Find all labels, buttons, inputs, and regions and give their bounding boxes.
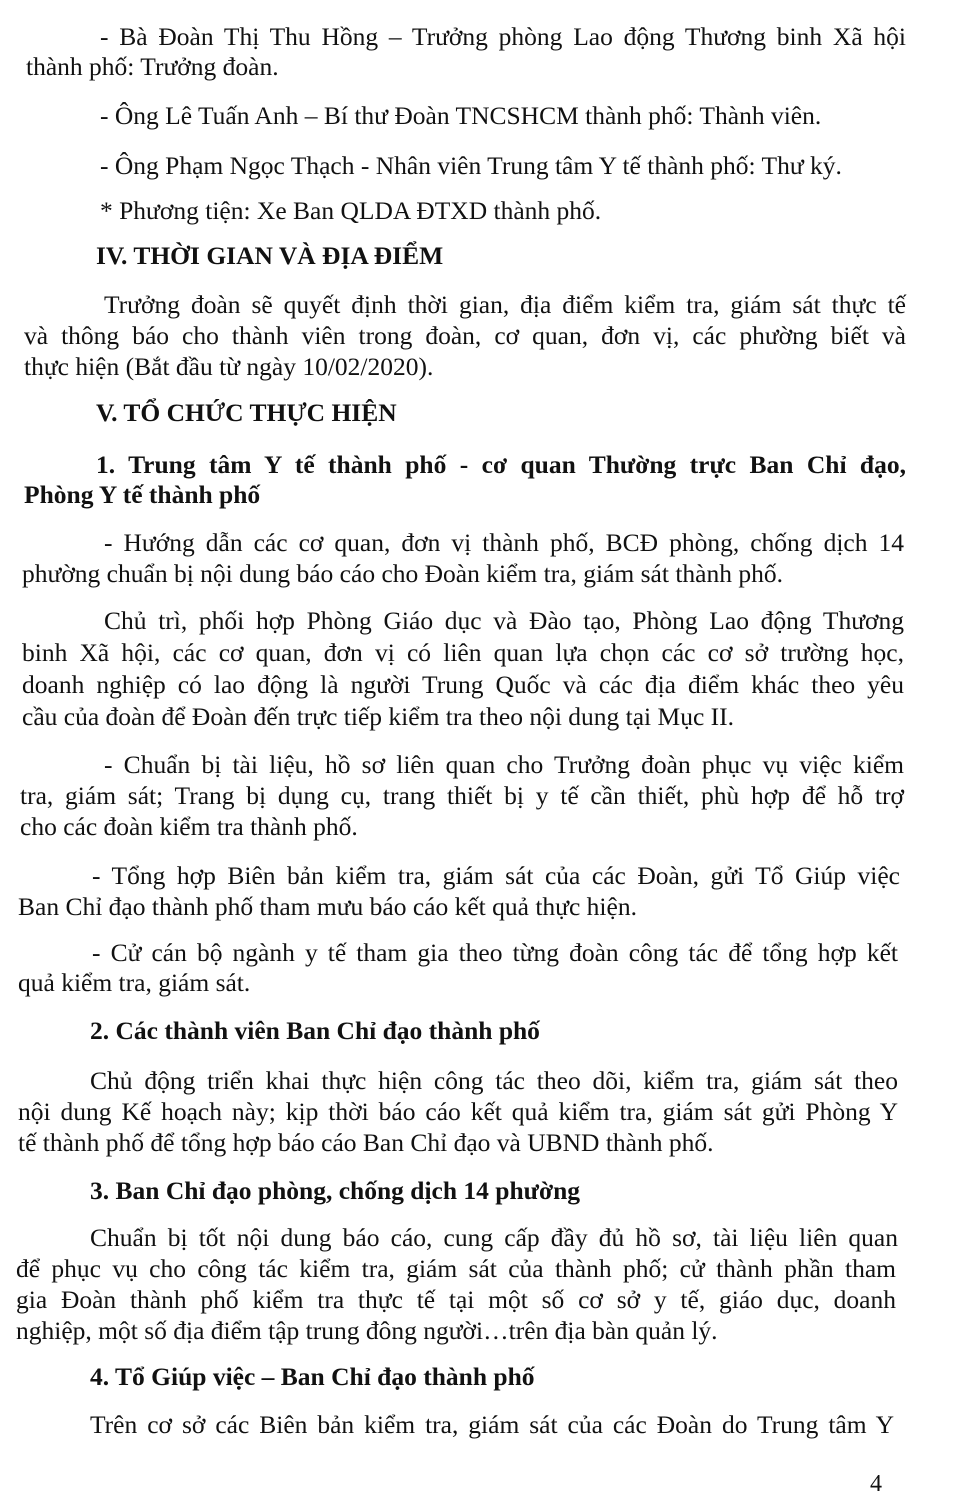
section-4-line-3: thực hiện (Bắt đầu từ ngày 10/02/2020). bbox=[24, 352, 434, 381]
sub-1-p2-line-2: binh Xã hội, các cơ quan, đơn vị có liên quan lựa chọn các cơ sở trường học, bbox=[22, 638, 904, 667]
sub-1-heading-line-2: Phòng Y tế thành phố bbox=[24, 480, 261, 509]
sub-1-p1-line-2: phường chuẩn bị nội dung báo cáo cho Đoàn kiểm tra, giám sát thành phố. bbox=[22, 559, 783, 588]
sub-4-line-1: Trên cơ sở các Biên bản kiểm tra, giám sát của các Đoàn do Trung tâm Y bbox=[90, 1410, 894, 1439]
vehicle-line: * Phương tiện: Xe Ban QLDA ĐTXD thành phố. bbox=[100, 196, 602, 225]
sub-1-p4-line-2: Ban Chỉ đạo thành phố tham mưu báo cáo kết quả thực hiện. bbox=[18, 892, 637, 921]
sub-1-p3-line-3: cho các đoàn kiểm tra thành phố. bbox=[20, 812, 358, 841]
member-1-line-2: thành phố: Trưởng đoàn. bbox=[26, 52, 279, 81]
section-4-line-2: và thông báo cho thành viên trong đoàn, cơ quan, đơn vị, các phường biết và bbox=[24, 321, 906, 350]
sub-1-p5-line-2: quả kiểm tra, giám sát. bbox=[18, 968, 251, 997]
section-4-heading: IV. THỜI GIAN VÀ ĐỊA ĐIỂM bbox=[96, 241, 444, 270]
sub-2-line-3: tế thành phố để tổng hợp báo cáo Ban Chỉ đạo và UBND thành phố. bbox=[18, 1128, 714, 1157]
page-number: 4 bbox=[870, 1471, 882, 1497]
sub-3-heading: 3. Ban Chỉ đạo phòng, chống dịch 14 phường bbox=[90, 1176, 581, 1205]
sub-2-heading: 2. Các thành viên Ban Chỉ đạo thành phố bbox=[90, 1016, 540, 1045]
sub-1-p1-line-1: - Hướng dẫn các cơ quan, đơn vị thành phố, BCĐ phòng, chống dịch 14 bbox=[104, 528, 904, 557]
sub-1-p2-line-4: cầu của đoàn để Đoàn đến trực tiếp kiểm tra theo nội dung tại Mục II. bbox=[22, 702, 734, 731]
section-4-line-1: Trưởng đoàn sẽ quyết định thời gian, địa điểm kiểm tra, giám sát thực tế bbox=[104, 290, 906, 319]
member-3: - Ông Phạm Ngọc Thạch - Nhân viên Trung tâm Y tế thành phố: Thư ký. bbox=[100, 151, 842, 180]
sub-1-p3-line-1: - Chuẩn bị tài liệu, hồ sơ liên quan cho Trưởng đoàn phục vụ việc kiểm bbox=[104, 750, 904, 779]
sub-1-p3-line-2: tra, giám sát; Trang bị dụng cụ, trang thiết bị y tế cần thiết, phù hợp để hỗ trợ bbox=[20, 781, 904, 810]
sub-4-heading: 4. Tổ Giúp việc – Ban Chỉ đạo thành phố bbox=[90, 1362, 535, 1391]
sub-1-p5-line-1: - Cử cán bộ ngành y tế tham gia theo từng đoàn công tác để tổng hợp kết bbox=[92, 938, 898, 967]
sub-1-p2-line-3: doanh nghiệp có lao động là người Trung Quốc và các địa điểm khác theo yêu bbox=[22, 670, 904, 699]
sub-2-line-1: Chủ động triển khai thực hiện công tác theo dõi, kiểm tra, giám sát theo bbox=[90, 1066, 898, 1095]
sub-2-line-2: nội dung Kế hoạch này; kịp thời báo cáo kết quả kiểm tra, giám sát gửi Phòng Y bbox=[18, 1097, 898, 1126]
sub-3-line-1: Chuẩn bị tốt nội dung báo cáo, cung cấp đầy đủ hồ sơ, tài liệu liên quan bbox=[90, 1223, 898, 1252]
member-2: - Ông Lê Tuấn Anh – Bí thư Đoàn TNCSHCM thành phố: Thành viên. bbox=[100, 101, 822, 130]
sub-1-p2-line-1: Chủ trì, phối hợp Phòng Giáo dục và Đào tạo, Phòng Lao động Thương bbox=[104, 606, 904, 635]
sub-3-line-4: nghiệp, một số địa điểm tập trung đông người…trên địa bàn quản lý. bbox=[16, 1316, 718, 1345]
section-5-heading: V. TỔ CHỨC THỰC HIỆN bbox=[96, 398, 397, 427]
sub-3-line-2: để phục vụ cho công tác kiểm tra, giám sát của thành phố; cử thành phần tham bbox=[16, 1254, 896, 1283]
sub-1-p4-line-1: - Tổng hợp Biên bản kiểm tra, giám sát của các Đoàn, gửi Tổ Giúp việc bbox=[92, 861, 900, 890]
member-1-line-1: - Bà Đoàn Thị Thu Hồng – Trưởng phòng Lao động Thương binh Xã hội bbox=[100, 22, 906, 51]
sub-1-heading-line-1: 1. Trung tâm Y tế thành phố - cơ quan Thường trực Ban Chỉ đạo, bbox=[96, 450, 906, 479]
sub-3-line-3: gia Đoàn thành phố kiểm tra thực tế tại một số cơ sở y tế, giáo dục, doanh bbox=[16, 1285, 896, 1314]
